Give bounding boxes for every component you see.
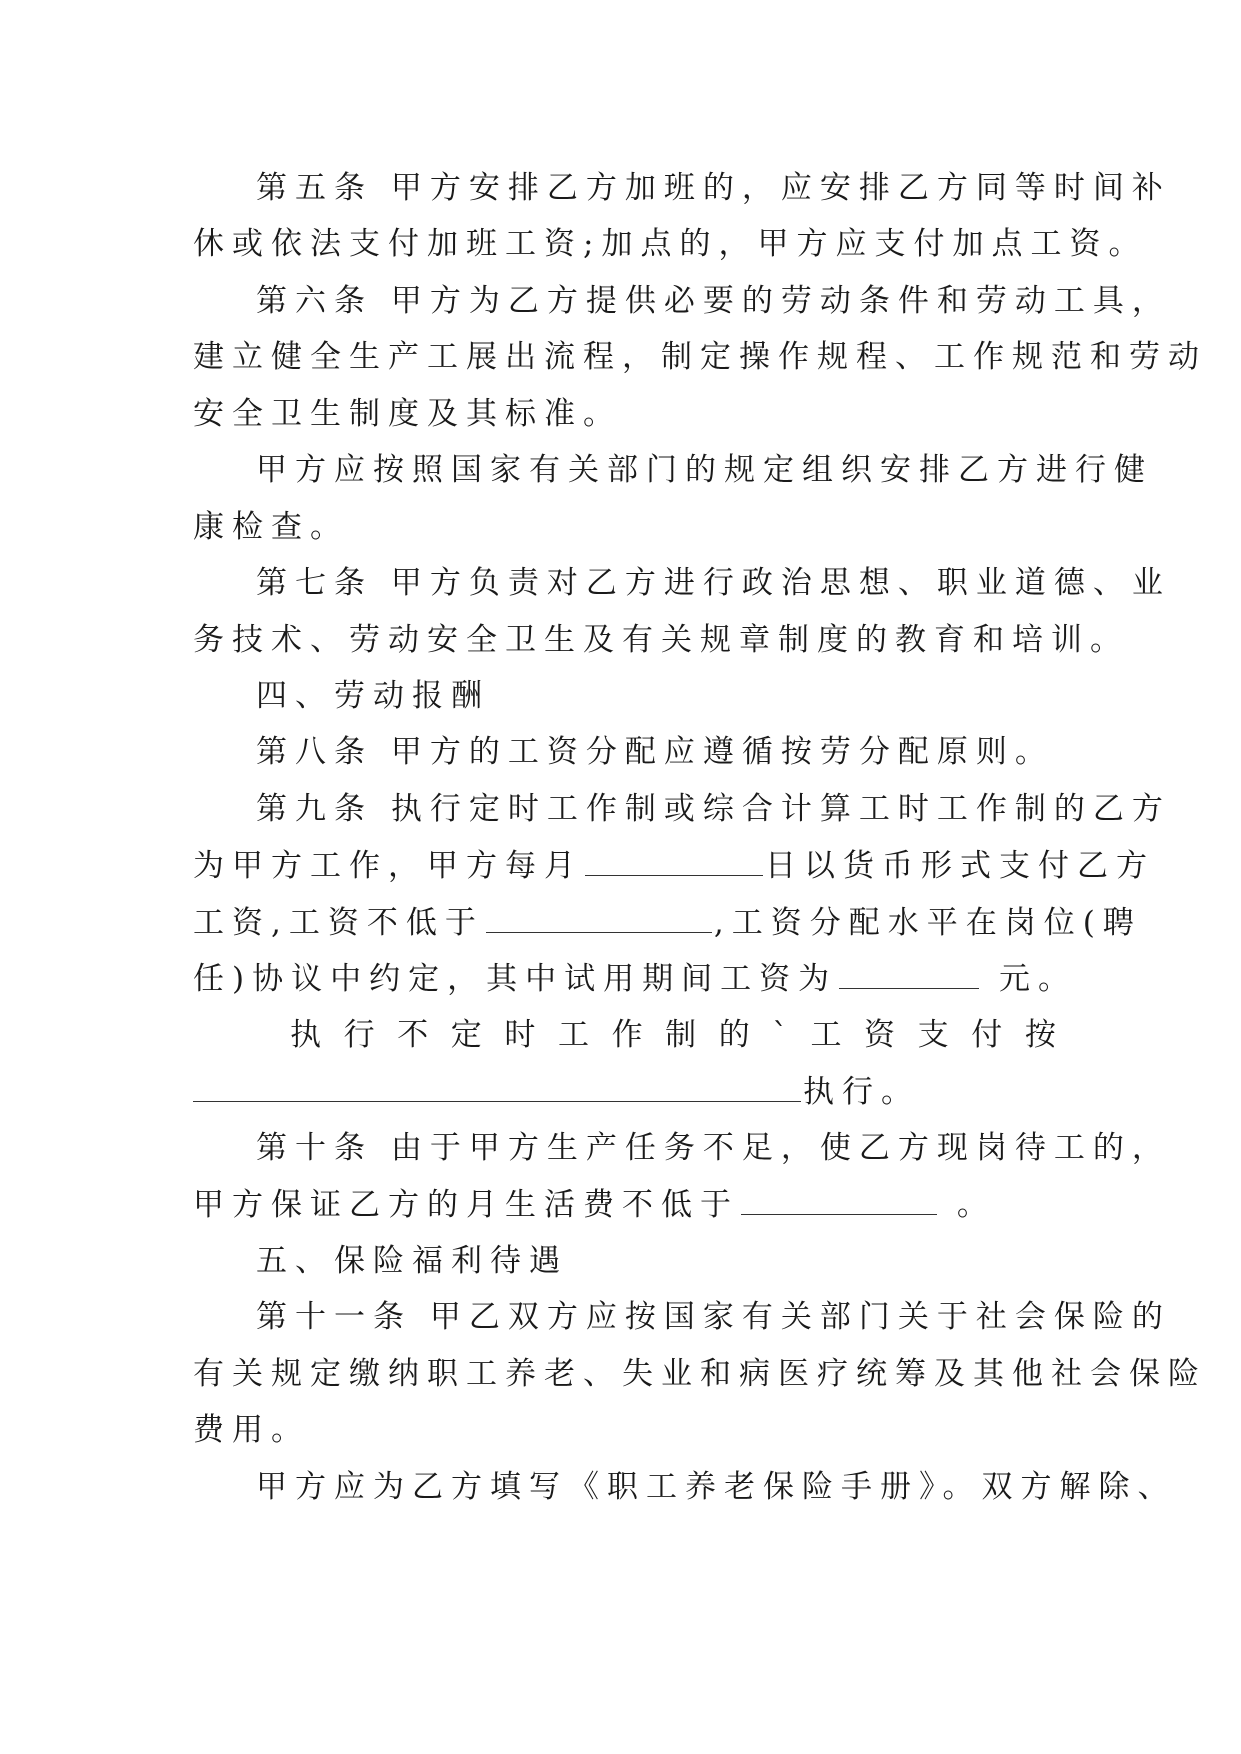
text-line: 康检查。: [193, 509, 349, 545]
text-line: 务技术、劳动安全卫生及有关规章制度的教育和培训。: [193, 622, 1129, 658]
text-line: 第十一条 甲乙双方应按国家有关部门关于社会保险的: [256, 1299, 1171, 1335]
char: 按: [1024, 1017, 1056, 1053]
text-line: 第七条 甲方负责对乙方进行政治思想、职业道德、业: [256, 565, 1171, 601]
fill-blank-min-wage[interactable]: [486, 902, 712, 933]
text-line: 建立健全生产工展出流程，制定操作规程、工作规范和劳动: [193, 339, 1207, 375]
text-line: 费用。: [193, 1412, 310, 1448]
section-heading: 五、保险福利待遇: [256, 1243, 568, 1279]
text-segment: 为甲方工作，甲方每月: [193, 848, 583, 884]
text-segment: 执行。: [803, 1074, 920, 1110]
text-line: 第八条 甲方的工资分配应遵循按劳分配原则。: [256, 734, 1054, 770]
text-segment: 。: [939, 1187, 996, 1223]
fill-blank-living-allowance[interactable]: [741, 1184, 937, 1215]
text-line: 甲方应按照国家有关部门的规定组织安排乙方进行健: [256, 452, 1153, 488]
text-segment: 元。: [981, 961, 1077, 997]
text-segment: 任)协议中约定，其中试用期间工资为: [193, 961, 838, 997]
char: 执: [290, 1017, 321, 1053]
char: 支: [917, 1017, 949, 1053]
text-segment: 工资,工资不低于: [193, 905, 484, 941]
text-line: [193, 1071, 1055, 1112]
text-line: 第九条 执行定时工作制或综合计算工时工作制的乙方: [256, 791, 1171, 827]
char: `: [772, 1017, 788, 1053]
fill-blank-flexible-pay[interactable]: [193, 1071, 801, 1102]
char: 制: [665, 1017, 697, 1053]
text-line: [193, 958, 1077, 999]
section-heading: 四、劳动报酬: [256, 678, 490, 714]
text-line: 第五条 甲方安排乙方加班的，应安排乙方同等时间补: [256, 170, 1171, 206]
text-segment: ,工资分配水平在岗位(聘: [713, 905, 1142, 941]
char: 付: [971, 1017, 1003, 1053]
fill-blank-pay-day[interactable]: [585, 845, 763, 876]
fill-blank-probation-wage[interactable]: [839, 958, 979, 989]
text-line: 甲方应为乙方填写《职工养老保险手册》。双方解除、: [256, 1469, 1177, 1505]
text-line: 第十条 由于甲方生产任务不足，使乙方现岗待工的，: [256, 1130, 1171, 1166]
char: 的: [718, 1017, 750, 1053]
text-line: 第六条 甲方为乙方提供必要的劳动条件和劳动工具，: [256, 283, 1171, 319]
char: 工: [557, 1017, 589, 1053]
char: 资: [864, 1017, 896, 1053]
text-segment: 甲方保证乙方的月生活费不低于: [193, 1187, 739, 1223]
char: 定: [450, 1017, 482, 1053]
char: 不: [397, 1017, 429, 1053]
text-segment: 日以货币形式支付乙方: [765, 848, 1155, 884]
char: 时: [504, 1017, 536, 1053]
text-line: [193, 845, 1155, 886]
text-line: [193, 1184, 1055, 1225]
char: 行: [343, 1017, 375, 1053]
char: 工: [810, 1017, 842, 1053]
text-line: [193, 902, 1142, 943]
text-line: 有关规定缴纳职工养老、失业和病医疗统筹及其他社会保险: [193, 1356, 1207, 1392]
text-line: 安全卫生制度及其标准。: [193, 396, 622, 432]
text-line: 休或依法支付加班工资;加点的，甲方应支付加点工资。: [193, 226, 1148, 262]
char: 作: [611, 1017, 643, 1053]
text-line: [290, 1015, 1056, 1055]
